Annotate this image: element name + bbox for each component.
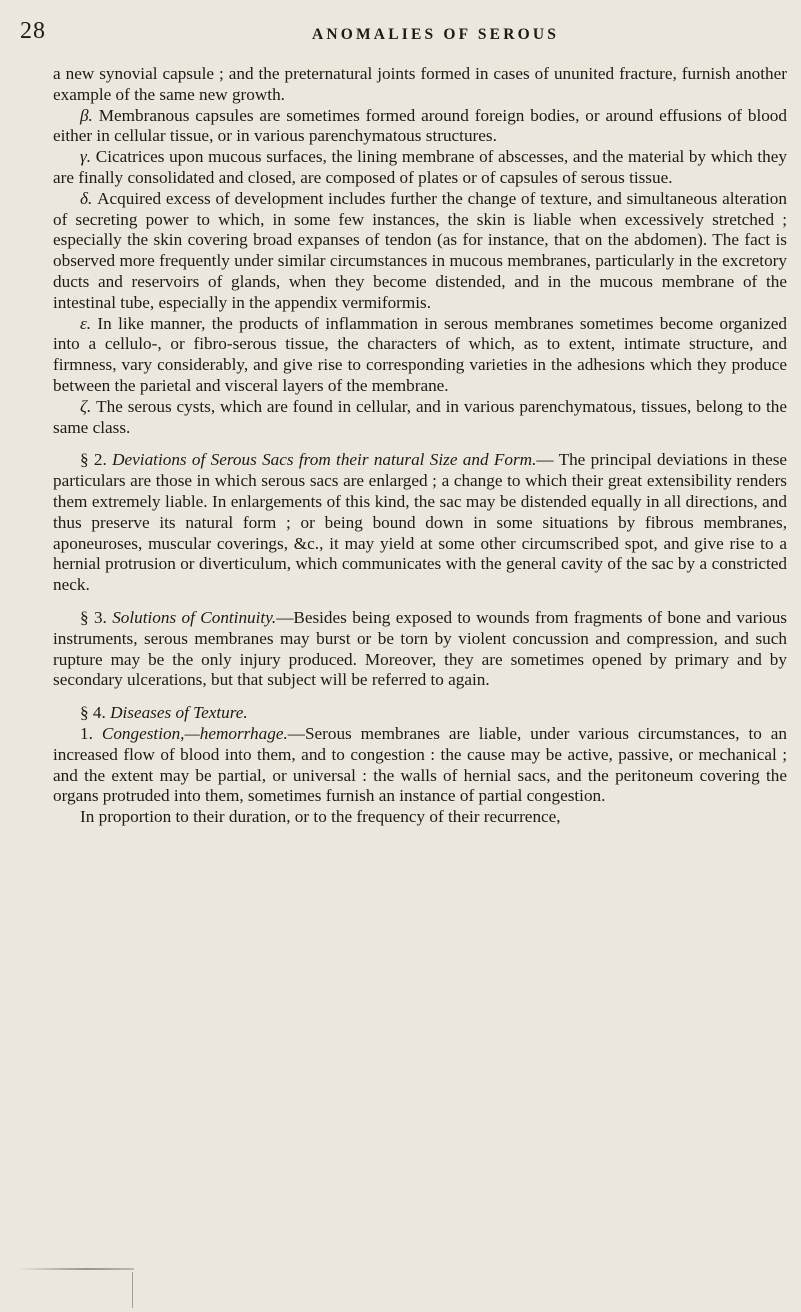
paragraph-text: Acquired excess of development includes further the change of texture, and simultaneous alteration of secreting power to which, in some few instances, the skin is liable when excessively stretched ; especially the skin covering broad expanses of tendon (as for instance, that on the abdomen). The fact is observed more frequently under similar circumstances in mucous membranes, particularly in the excretory ducts and reservoirs of glands, when they become distended, and in the mucous membrane of the intestinal tube, especially in the appendix vermiformis. bbox=[53, 188, 787, 312]
body-text bbox=[53, 64, 787, 828]
subsection-1 bbox=[53, 724, 787, 807]
scan-artifact-edge bbox=[132, 1272, 133, 1308]
section-number: § 3. bbox=[80, 607, 107, 627]
list-marker-beta: β. bbox=[80, 105, 93, 125]
paragraph-text: Membranous capsules are sometimes formed around foreign bodies, or around effusions of blood either in cellular tissue, or in various parenchymatous structures. bbox=[53, 105, 787, 146]
list-marker-delta: δ. bbox=[80, 188, 93, 208]
section-title: Deviations of Serous Sacs from their natural Size and Form. bbox=[112, 450, 537, 470]
section-title: Diseases of Texture. bbox=[110, 703, 248, 723]
section-number: § 2. bbox=[80, 450, 107, 470]
section-3 bbox=[53, 608, 787, 691]
list-marker-epsilon: ε. bbox=[80, 313, 92, 333]
subsection-title: Congestion,—hemorrhage. bbox=[101, 723, 288, 743]
list-marker-gamma: γ. bbox=[80, 147, 92, 167]
list-marker-zeta: ζ. bbox=[80, 396, 92, 416]
paragraph-gamma bbox=[53, 147, 787, 189]
paragraph-text: Cicatrices upon mucous surfaces, the lining membrane of abscesses, and the material by which they are finally consolidated and closed, are composed of plates or of capsules of serous tissue. bbox=[53, 147, 787, 187]
page-number: 28 bbox=[20, 18, 46, 44]
section-text: —Besides being exposed to wounds from fragments of bone and various instruments, serous membranes may burst or be torn by violent concussion and compression, and such rupture may be the only injury produced. Moreover, they are sometimes opened by primary and by secondary ulcerations, but that subject will be referred to again. bbox=[53, 607, 787, 690]
scan-artifact-line bbox=[16, 1268, 134, 1270]
section-2 bbox=[53, 450, 787, 596]
paragraph-zeta bbox=[53, 397, 787, 439]
paragraph-continuation bbox=[53, 64, 787, 106]
section-text: — The principal deviations in these particulars are those in which serous sacs are enlarged ; a change to which their great extensibility renders them extremely liable. In enlargements of this kind, the sac may be distended equally in all directions, and thus preserve its natural form ; or being bound down in some situations by fibrous membranes, aponeuroses, muscular coverings, &c., it may yield at some other circumscribed spot, and give rise to a hernial protrusion or diverticulum, which communicates with the general cavity of the sac by a constricted neck. bbox=[53, 450, 788, 595]
paragraph-text: The serous cysts, which are found in cellular, and in various parenchymatous, tissues, belong to the same class. bbox=[53, 396, 787, 437]
paragraph-text: In like manner, the products of inflammation in serous membranes sometimes become organized into a cellulo-, or fibro-serous tissue, the characters of which, as to extent, intimate structure, and firmness, vary considerably, and give rise to corresponding varieties in the adhesions which they produce between the parietal and visceral layers of the membrane. bbox=[53, 313, 787, 395]
subsection-text: —Serous membranes are liable, under various circumstances, to an increased flow of blood into them, and to congestion : the cause may be active, passive, or mechanical ; and the extent may be partial, or universal : the walls of hernial sacs, and the peritoneum covering the organs protruded into them, sometimes furnish an instance of partial congestion. bbox=[53, 723, 788, 806]
section-number: § 4. bbox=[80, 703, 106, 723]
final-paragraph bbox=[53, 807, 787, 828]
final-line-text: In proportion to their duration, or to the frequency of their recurrence, bbox=[80, 807, 561, 827]
running-head: ANOMALIES OF SEROUS bbox=[311, 26, 560, 43]
subsection-number: 1. bbox=[80, 723, 93, 743]
paragraph-epsilon bbox=[53, 314, 787, 397]
paragraph-text: a new synovial capsule ; and the preternatural joints formed in cases of ununited fracture, furnish another example of the same new growth. bbox=[53, 64, 787, 104]
paragraph-delta bbox=[53, 189, 787, 314]
paragraph-beta bbox=[53, 106, 787, 148]
section-4 bbox=[53, 703, 787, 724]
section-title: Solutions of Continuity. bbox=[112, 607, 277, 627]
